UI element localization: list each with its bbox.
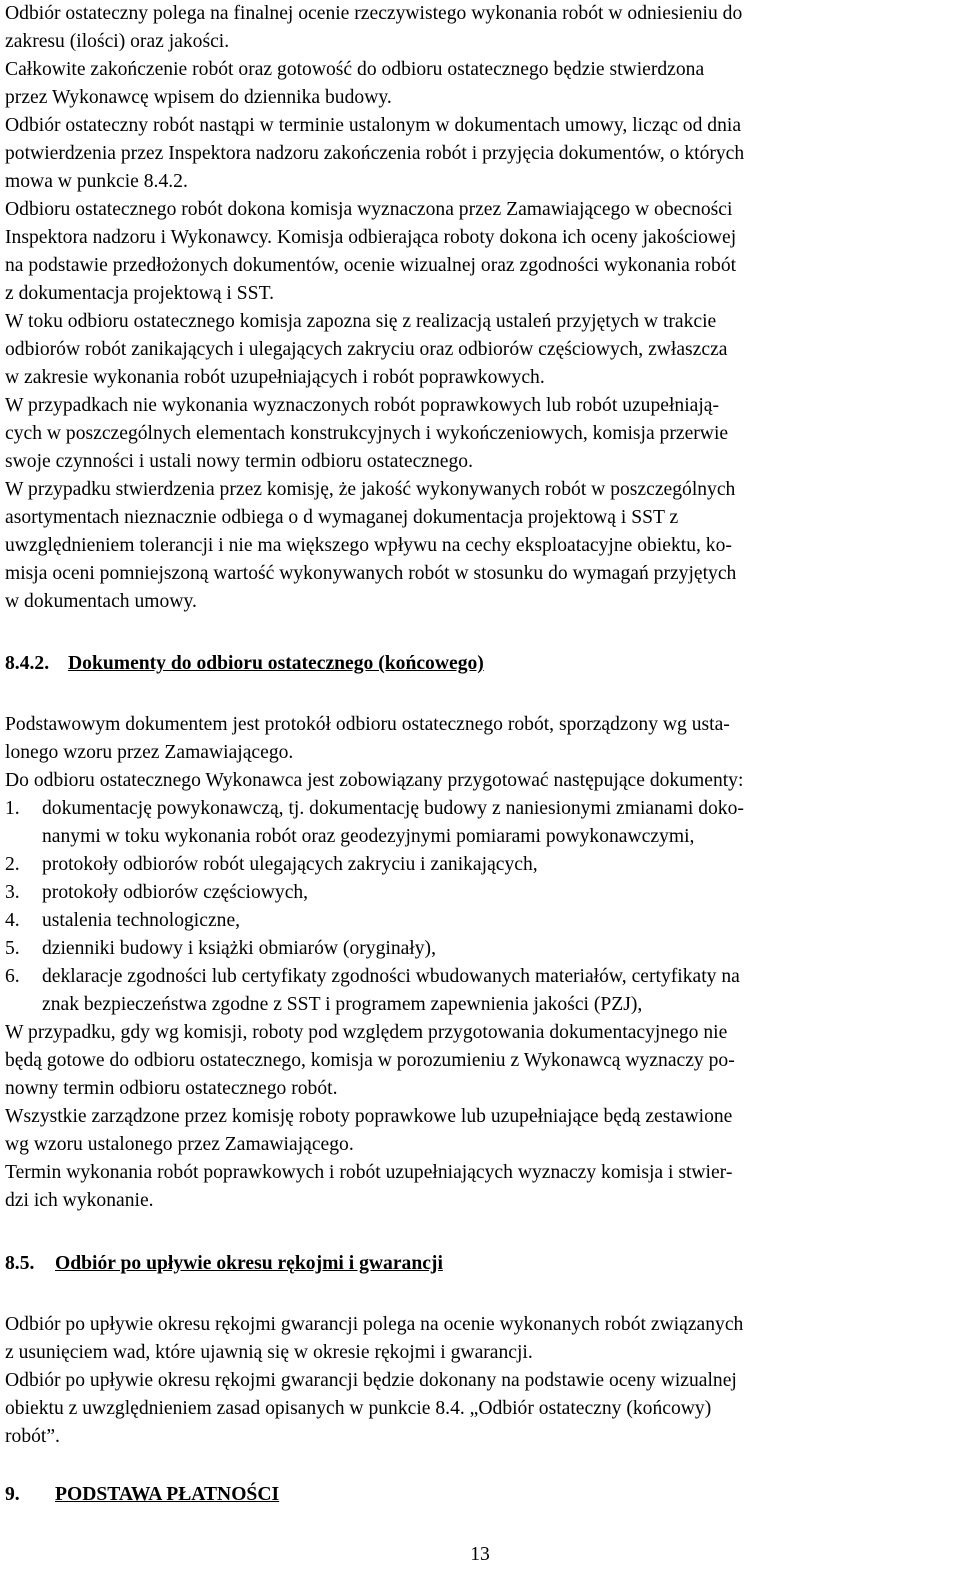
list-number: 2. [5,854,20,875]
text-line: Całkowite zakończenie robót oraz gotowość do odbioru ostatecznego będzie stwierdzona [5,59,705,80]
text-line: Odbiór ostateczny robót nastąpi w terminie ustalonym w dokumentach umowy, licząc od dnia [5,115,742,136]
text-line: uwzględnieniem tolerancji i nie ma większego wpływu na cechy eksploatacyjne obiektu, ko- [5,535,732,556]
text-line: Odbiór po upływie okresu rękojmi gwarancji będzie dokonany na podstawie oceny wizualnej [5,1370,737,1391]
text-line: dzi ich wykonanie. [5,1190,154,1211]
list-number: 5. [5,938,20,959]
text-line: potwierdzenia przez Inspektora nadzoru zakończenia robót i przyjęcia dokumentów, o których [5,143,745,164]
list-item-text: nanymi w toku wykonania robót oraz geodezyjnymi pomiarami powykonawczymi, [42,826,695,847]
text-line: mowa w punkcie 8.4.2. [5,171,188,192]
text-line: przez Wykonawcę wpisem do dziennika budowy. [5,87,392,108]
text-line: Inspektora nadzoru i Wykonawcy. Komisja odbierająca roboty dokona ich oceny jakościowej [5,227,737,248]
list-number: 3. [5,882,20,903]
list-item-text: znak bezpieczeństwa zgodne z SST i programem zapewnienia jakości (PZJ), [42,994,643,1015]
text-line: z usunięciem wad, które ujawnią się w okresie rękojmi i gwarancji. [5,1342,533,1363]
section-title: PODSTAWA PŁATNOŚCI [55,1484,280,1505]
text-line: W toku odbioru ostatecznego komisja zapozna się z realizacją ustaleń przyjętych w trakcie [5,311,717,332]
list-item-text: dzienniki budowy i książki obmiarów (oryginały), [42,938,436,959]
text-line: robót”. [5,1426,60,1447]
text-line: Podstawowym dokumentem jest protokół odbioru ostatecznego robót, sporządzony wg usta- [5,714,730,735]
text-line: lonego wzoru przez Zamawiającego. [5,742,294,763]
section-title: Odbiór po upływie okresu rękojmi i gwarancji [55,1253,443,1274]
list-item-text: protokoły odbiorów robót ulegających zakryciu i zanikających, [42,854,538,875]
text-line: W przypadku stwierdzenia przez komisję, że jakość wykonywanych robót w poszczególnych [5,479,736,500]
text-line: cych w poszczególnych elementach konstrukcyjnych i wykończeniowych, komisja przerwie [5,423,729,444]
page-number: 13 [470,1544,490,1565]
text-line: obiektu z uwzględnieniem zasad opisanych w punkcie 8.4. „Odbiór ostateczny (końcowy) [5,1398,712,1419]
text-line: w dokumentach umowy. [5,591,197,612]
list-number: 6. [5,966,20,987]
section-title: Dokumenty do odbioru ostatecznego (końcowego) [68,653,484,674]
text-line: na podstawie przedłożonych dokumentów, ocenie wizualnej oraz zgodności wykonania robót [5,255,737,276]
text-line: swoje czynności i ustali nowy termin odbioru ostatecznego. [5,451,473,472]
text-line: Odbiór po upływie okresu rękojmi gwarancji polega na ocenie wykonanych robót związanych [5,1314,744,1335]
list-item-text: deklaracje zgodności lub certyfikaty zgodności wbudowanych materiałów, certyfikaty na [42,966,740,987]
text-line: W przypadkach nie wykonania wyznaczonych robót poprawkowych lub robót uzupełniają- [5,395,720,416]
text-line: W przypadku, gdy wg komisji, roboty pod względem przygotowania dokumentacyjnego nie [5,1022,728,1043]
text-line: Termin wykonania robót poprawkowych i robót uzupełniających wyznaczy komisja i stwier- [5,1162,733,1183]
section-number: 8.5. [5,1253,35,1274]
list-number: 1. [5,798,20,819]
text-line: misja oceni pomniejszoną wartość wykonywanych robót w stosunku do wymagań przyjętych [5,563,737,584]
text-line: będą gotowe do odbioru ostatecznego, komisja w porozumieniu z Wykonawcą wyznaczy po- [5,1050,735,1071]
list-item-text: dokumentację powykonawczą, tj. dokumentację budowy z naniesionymi zmianami doko- [42,798,744,819]
section-number: 9. [5,1484,20,1505]
text-line: Odbiór ostateczny polega na finalnej ocenie rzeczywistego wykonania robót w odniesieniu do [5,3,743,24]
text-line: nowny termin odbioru ostatecznego robót. [5,1078,338,1099]
text-line: zakresu (ilości) oraz jakości. [5,31,230,52]
list-number: 4. [5,910,20,931]
section-number: 8.4.2. [5,653,50,674]
list-item-text: ustalenia technologiczne, [42,910,241,931]
text-line: odbiorów robót zanikających i ulegających zakryciu oraz odbiorów częściowych, zwłaszcza [5,339,728,360]
text-line: w zakresie wykonania robót uzupełniających i robót poprawkowych. [5,367,545,388]
text-line: Do odbioru ostatecznego Wykonawca jest zobowiązany przygotować następujące dokumenty: [5,770,744,791]
text-line: Odbioru ostatecznego robót dokona komisja wyznaczona przez Zamawiającego w obecności [5,199,733,220]
text-line: z dokumentacja projektową i SST. [5,283,274,304]
text-line: Wszystkie zarządzone przez komisję roboty poprawkowe lub uzupełniające będą zestawione [5,1106,733,1127]
text-line: wg wzoru ustalonego przez Zamawiającego. [5,1134,354,1155]
list-item-text: protokoły odbiorów częściowych, [42,882,309,903]
text-line: asortymentach nieznacznie odbiega o d wymaganej dokumentacja projektową i SST z [5,507,679,528]
